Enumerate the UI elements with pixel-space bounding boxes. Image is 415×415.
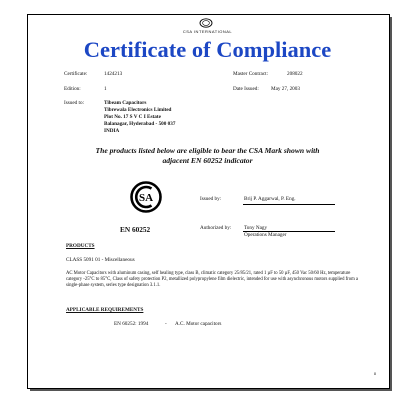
statement-line: adjacent EN 60252 indicator — [162, 156, 253, 165]
issued-to-label: Issued to: — [64, 100, 85, 106]
requirement-standard: EN 60252: 1994 — [114, 321, 149, 327]
csa-small-logo-icon — [199, 18, 213, 28]
edition-value: 1 — [104, 86, 107, 92]
standard-indicator: EN 60252 — [120, 225, 151, 234]
issued-to-line: Tibeam Capacitors — [104, 100, 147, 106]
certificate-title: Certificate of Compliance — [83, 37, 332, 62]
requirement-separator: - — [165, 321, 167, 327]
csa-certification-mark-icon — [129, 181, 163, 213]
authorized-by-title: Operations Manager — [244, 232, 287, 238]
issued-by-value: Brij P. Aggarwal, P. Eng. — [244, 196, 296, 202]
product-description: AC Motor Capacitors with aluminum casing, self healing type, class B, climatic category 25/85/21, rated 1 µF to 50 µF, 450 Vac 50/60 Hz, temperature category -25°C to 85°C, Class of safety protection P2, metallized polypropylene film dielectric, intended for use with asynchronous motors supplied from a single-phase system, series type designation 3.1.1. — [66, 271, 358, 289]
product-class: CLASS 5091 01 - Miscellaneous — [66, 257, 135, 263]
requirement-description: A.C. Motor capacitors — [175, 321, 222, 327]
authorized-by-name: Tony Nagy — [244, 225, 268, 231]
svg-text:SA: SA — [138, 192, 154, 204]
issued-to-line: Plot No. 17 S V C I Estate — [104, 114, 161, 120]
authorized-by-label: Authorized by: — [200, 225, 232, 231]
issued-to-line: Tibrewala Electronics Limited — [104, 107, 172, 113]
products-heading: PRODUCTS — [66, 243, 95, 249]
date-issued-label: Date Issued: — [233, 86, 259, 92]
page-corner-mark: 8 — [374, 372, 376, 376]
master-contract-label: Master Contract: — [233, 71, 269, 77]
requirements-heading: APPLICABLE REQUIREMENTS — [66, 307, 144, 313]
date-issued-value: May 27, 2003 — [271, 86, 300, 92]
issued-by-label: Issued by: — [200, 196, 222, 202]
issued-to-line: Balanagar, Hyderabad - 500 037 — [104, 121, 176, 127]
certificate-label: Certificate: — [64, 71, 88, 77]
certificate-value: 1424213 — [104, 71, 123, 77]
org-name: CSA INTERNATIONAL — [182, 29, 233, 34]
issued-to-line: INDIA — [104, 128, 120, 134]
master-contract-value: 208022 — [287, 71, 303, 77]
issued-by-signature-line — [243, 204, 335, 205]
statement-line: The products listed below are eligible to bear the CSA Mark shown with — [95, 146, 320, 155]
edition-label: Edition: — [64, 86, 81, 92]
eligibility-statement — [40, 146, 375, 166]
